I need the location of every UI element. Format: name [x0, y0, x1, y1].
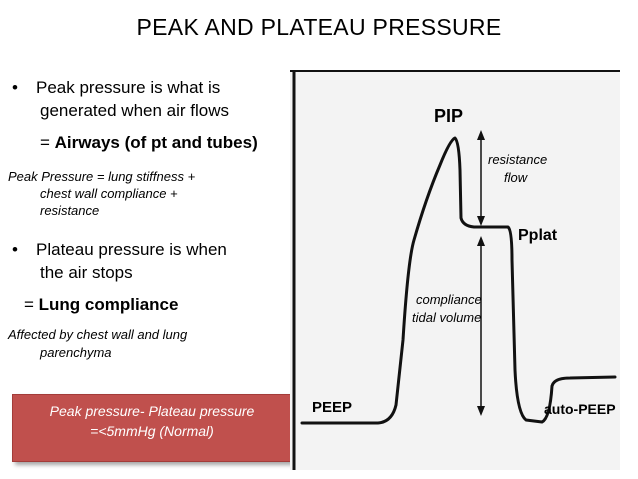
- callout-line1: Peak pressure- Plateau pressure: [49, 403, 255, 419]
- slide-title: PEAK AND PLATEAU PRESSURE: [136, 14, 502, 40]
- label-resistance-1: resistance: [488, 152, 548, 167]
- bullet-plateau-text-2: the air stops: [40, 263, 133, 282]
- pressure-waveform-svg: [290, 70, 620, 470]
- bullet-peak-line1: [12, 76, 220, 99]
- note-plateau-line1: Affected by chest wall and lung: [8, 327, 188, 342]
- bullet-peak-text-2: generated when air flows: [40, 101, 230, 120]
- note-plateau-line2: parenchyma: [40, 345, 112, 360]
- bullet-plateau-equation: [24, 293, 178, 316]
- label-peep: PEEP: [312, 399, 353, 416]
- eq-bold: Airways (of pt and tubes): [54, 133, 258, 152]
- note-peak-line1: Peak Pressure = lung stiffness +: [8, 169, 196, 184]
- callout-line2: =<5mmHg (Normal): [90, 423, 214, 439]
- bullet-dot: •: [12, 78, 18, 97]
- bullet-dot: •: [12, 240, 18, 259]
- label-pplat: Pplat: [518, 227, 558, 244]
- bullet-peak-text-1: Peak pressure is what is: [36, 78, 221, 97]
- bullet-plateau-text-1: Plateau pressure is when: [36, 240, 227, 259]
- label-compliance-2: tidal volume: [412, 310, 482, 325]
- bullet-plateau-line1: [12, 238, 227, 261]
- eq-prefix: =: [40, 133, 55, 152]
- label-compliance-1: compliance: [416, 292, 482, 307]
- label-resistance-2: flow: [504, 170, 528, 185]
- bullet-peak-equation: [40, 131, 258, 154]
- label-auto-peep: auto-PEEP: [544, 401, 616, 417]
- callout-box: [12, 394, 292, 462]
- pressure-waveform-diagram: [290, 70, 620, 470]
- note-peak-line2: chest wall compliance +: [40, 186, 178, 201]
- eq-prefix: =: [24, 295, 39, 314]
- label-pip: PIP: [434, 106, 464, 126]
- note-peak-line3: resistance: [40, 203, 100, 218]
- eq-bold: Lung compliance: [38, 295, 179, 314]
